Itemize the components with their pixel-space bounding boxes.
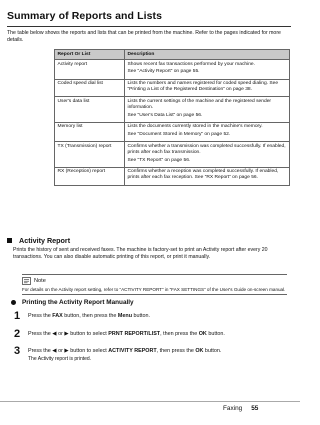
table-row — [55, 60, 290, 79]
ok-key-label: OK — [198, 331, 207, 337]
description-line: Shows recent fax transactions performed by your machine. — [127, 61, 255, 67]
table-row — [55, 142, 290, 168]
note-header — [22, 277, 287, 285]
step-1 — [14, 311, 288, 322]
square-bullet-icon — [7, 238, 12, 243]
report-description — [125, 60, 290, 79]
text-run: or — [56, 348, 65, 354]
step-text — [28, 311, 288, 320]
text-run: button. — [206, 331, 225, 337]
page-reference: See “Activity Report” on page 55. — [127, 69, 200, 75]
column-header-report: Report Or List — [55, 50, 125, 60]
description-line: Lists the documents currently stored in the machine's memory. — [127, 124, 263, 130]
step-number: 1 — [14, 310, 21, 322]
text-run: or — [56, 331, 65, 337]
text-run: , then press the — [160, 331, 199, 337]
step-text — [28, 346, 288, 362]
note-text: For details on the Activity report setting, refer to “ACTIVITY REPORT” in “FAX SETTINGS” of the User's Guide on-screen manual. — [22, 286, 286, 292]
table-row — [55, 122, 290, 141]
left-arrow-icon: ◀ — [52, 348, 57, 354]
step-3 — [14, 346, 288, 362]
text-run: Press the — [28, 331, 53, 337]
page-reference: See “TX Report” on page 56. — [127, 157, 191, 163]
report-description — [125, 142, 290, 168]
intro-paragraph: The table below shows the reports and lists that can be printed from the machine. Refer to the pages indicated for more details. — [7, 30, 281, 43]
table-header-row — [55, 50, 290, 60]
column-header-description: Description — [125, 50, 290, 60]
section-heading-text: Activity Report — [19, 236, 71, 245]
text-run: button. — [132, 313, 150, 319]
report-description — [125, 167, 290, 185]
subsection-heading-text: Printing the Activity Report Manually — [22, 299, 134, 306]
table-row — [55, 79, 290, 97]
section-heading — [7, 236, 70, 245]
right-arrow-icon: ▶ — [64, 331, 69, 337]
report-name: Memory list — [55, 122, 125, 141]
left-arrow-icon: ◀ — [52, 331, 57, 337]
page-footer — [223, 405, 258, 412]
text-run: Press the — [28, 313, 53, 319]
description-line: Confirms whether a transmission was completed successfully. If enabled, prints after each fax transmission. — [127, 143, 286, 155]
report-name: User's data list — [55, 97, 125, 123]
text-run: Press the — [28, 348, 53, 354]
report-description — [125, 122, 290, 141]
text-run: button, then press the — [62, 313, 118, 319]
report-name: RX (Reception) report — [55, 167, 125, 185]
report-name: TX (Transmission) report — [55, 142, 125, 168]
description-line: Confirms whether a reception was completed successfully. If enabled, prints after each fax reception. See “RX Report” on page 56. — [127, 169, 279, 181]
page-reference: See “Document Stored in Memory” on page 52. — [127, 132, 231, 138]
step-number: 2 — [14, 328, 21, 340]
reports-table — [54, 49, 290, 186]
page-reference: See “User's Data List” on page 56. — [127, 112, 203, 118]
note-icon — [22, 277, 31, 285]
text-run: button. — [203, 348, 222, 354]
footer-section: Faxing — [223, 405, 243, 412]
description-line: Lists the current settings of the machine and the registered sender information. — [127, 98, 272, 110]
ok-key-label: OK — [195, 348, 204, 354]
table-row — [55, 97, 290, 123]
page-title: Summary of Reports and Lists — [7, 10, 163, 22]
right-arrow-icon: ▶ — [64, 348, 69, 354]
footer-rule — [0, 401, 300, 402]
page-number: 55 — [251, 405, 259, 412]
step-number: 3 — [14, 345, 21, 357]
note-label: Note — [34, 278, 46, 284]
round-bullet-icon — [11, 300, 16, 305]
subsection-heading — [11, 299, 134, 306]
title-rule — [7, 26, 291, 27]
text-run: button to select — [68, 331, 109, 337]
text-run: , then press the — [156, 348, 196, 354]
table-row — [55, 167, 290, 185]
description-line: Lists the numbers and names registered for coded speed dialing. See “Printing a List of the Registered Destination” on page 38. — [127, 80, 279, 93]
report-description — [125, 97, 290, 123]
step-2 — [14, 329, 288, 340]
menu-key-label: Menu — [117, 313, 132, 319]
text-run: button to select — [68, 348, 109, 354]
report-name: Activity report — [55, 60, 125, 79]
menu-option-label: PRNT REPORT/LIST — [108, 331, 161, 337]
step-result: The Activity report is printed. — [28, 356, 92, 363]
menu-option-label: ACTIVITY REPORT — [108, 348, 157, 354]
fax-key-label: FAX — [52, 313, 63, 319]
section-body: Prints the history of sent and received faxes. The machine is factory-set to print an Activity report after every 20 transactions. You can also disable automatic printing of this report, or print it manually. — [13, 247, 268, 260]
note-box — [22, 274, 287, 295]
step-text — [28, 329, 288, 338]
report-description — [125, 79, 290, 97]
report-name: Coded speed dial list — [55, 79, 125, 97]
